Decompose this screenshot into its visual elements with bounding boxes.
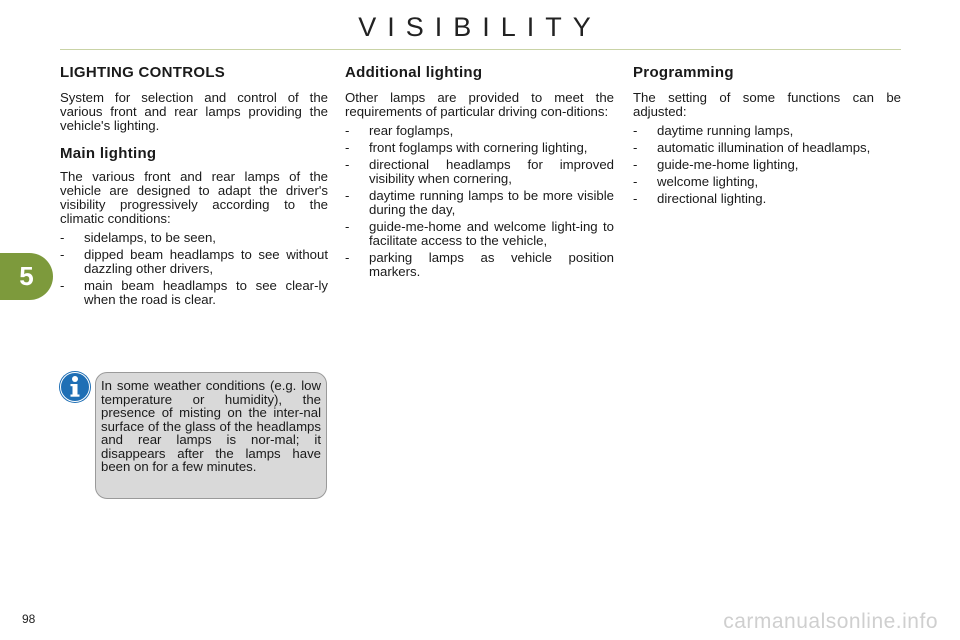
info-note-text: In some weather conditions (e.g. low temperature or humidity), the presence of misting on the inter-nal surface of the glass of the headlamps and rear lamps is nor-mal; it disappears after the lamps have been on for a few minutes. <box>101 378 321 474</box>
list-item: - guide-me-home and welcome light-ing to facilitate access to the vehicle, <box>345 219 614 248</box>
chapter-tab <box>0 253 53 300</box>
info-icon <box>58 370 92 404</box>
list-item: - daytime running lamps, <box>633 123 794 138</box>
list-item: - guide-me-home lighting, <box>633 157 799 172</box>
programming-intro: The setting of some functions can be adjusted: <box>633 90 901 119</box>
lighting-controls-intro: System for selection and control of the various front and rear lamps providing the vehicle's lighting. <box>60 90 328 133</box>
list-item: - dipped beam headlamps to see without dazzling other drivers, <box>60 247 328 276</box>
additional-lighting-heading: Additional lighting <box>345 64 483 81</box>
main-lighting-list <box>60 231 328 307</box>
programming-heading: Programming <box>633 64 734 81</box>
list-item: - parking lamps as vehicle position markers. <box>345 250 614 279</box>
list-item: - sidelamps, to be seen, <box>60 230 216 245</box>
additional-lighting-section <box>345 66 614 282</box>
main-lighting-text: The various front and rear lamps of the vehicle are designed to adapt the driver's visibility progressively according to the climatic conditions: <box>60 169 328 226</box>
list-item: - front foglamps with cornering lighting, <box>345 140 588 155</box>
list-item: - welcome lighting, <box>633 174 759 189</box>
list-item: - rear foglamps, <box>345 123 454 138</box>
list-item: - directional headlamps for improved visibility when cornering, <box>345 157 614 186</box>
list-item: - automatic illumination of headlamps, <box>633 140 871 155</box>
list-item: - daytime running lamps to be more visible during the day, <box>345 188 614 217</box>
header-divider <box>60 49 901 50</box>
main-lighting-heading: Main lighting <box>60 145 157 162</box>
list-item: - directional lighting. <box>633 191 767 206</box>
additional-lighting-intro: Other lamps are provided to meet the requirements of particular driving con-ditions: <box>345 90 614 119</box>
list-item: - main beam headlamps to see clear-ly when the road is clear. <box>60 278 328 307</box>
watermark: carmanualsonline.info <box>723 610 938 633</box>
lighting-controls-section <box>60 66 328 310</box>
programming-list <box>633 124 901 206</box>
lighting-controls-heading: LIGHTING CONTROLS <box>60 64 226 81</box>
page-title: VISIBILITY <box>358 12 602 42</box>
programming-section <box>633 66 901 209</box>
page-number: 98 <box>22 612 36 626</box>
additional-lighting-list <box>345 124 614 279</box>
chapter-number: 5 <box>19 261 34 291</box>
